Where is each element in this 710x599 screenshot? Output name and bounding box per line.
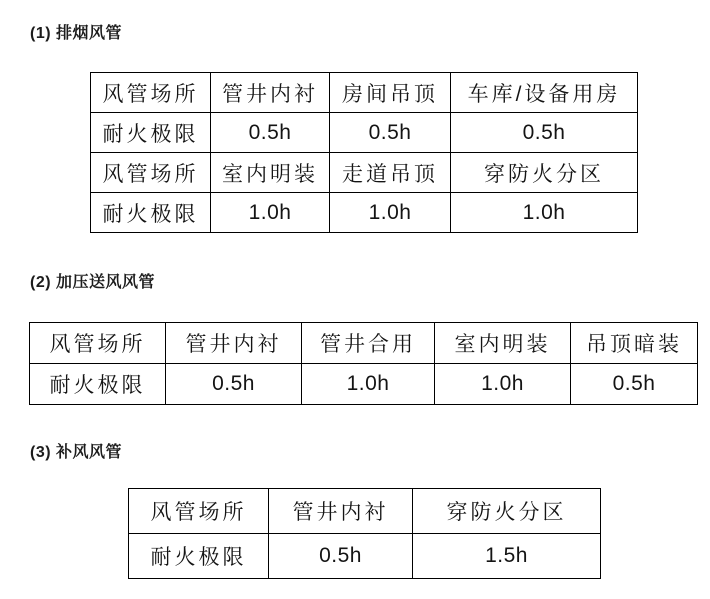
location-cell: 吊顶暗装: [571, 323, 698, 364]
location-cell: 走道吊顶: [330, 153, 451, 193]
section-heading-pressurized-supply-duct: (2) 加压送风风管: [30, 274, 156, 291]
value-cell: 0.5h: [571, 364, 698, 405]
makeup-air-duct-table: [128, 488, 601, 579]
location-cell: 车库/设备用房: [451, 73, 638, 113]
value-cell: 0.5h: [211, 113, 330, 153]
section-heading-makeup-air-duct: (3) 补风风管: [30, 444, 123, 461]
value-cell: 0.5h: [451, 113, 638, 153]
table-row: [129, 489, 601, 534]
value-cell: 1.0h: [330, 193, 451, 233]
value-cell: 1.0h: [451, 193, 638, 233]
table-row: [91, 153, 638, 193]
location-cell: 室内明装: [435, 323, 571, 364]
value-cell: 0.5h: [166, 364, 302, 405]
table-row: [30, 323, 698, 364]
row-label-cell: 耐火极限: [129, 534, 269, 579]
value-cell: 1.0h: [435, 364, 571, 405]
location-cell: 管井合用: [302, 323, 435, 364]
location-cell: 管井内衬: [166, 323, 302, 364]
table-row: [129, 534, 601, 579]
table-row: [91, 113, 638, 153]
location-cell: 房间吊顶: [330, 73, 451, 113]
table-row: [91, 193, 638, 233]
table-row: [30, 364, 698, 405]
value-cell: 1.0h: [211, 193, 330, 233]
row-label-cell: 风管场所: [129, 489, 269, 534]
row-label-cell: 耐火极限: [30, 364, 166, 405]
row-label-cell: 风管场所: [30, 323, 166, 364]
value-cell: 0.5h: [330, 113, 451, 153]
location-cell: 管井内衬: [211, 73, 330, 113]
value-cell: 0.5h: [269, 534, 413, 579]
row-label-cell: 风管场所: [91, 73, 211, 113]
row-label-cell: 耐火极限: [91, 113, 211, 153]
location-cell: 管井内衬: [269, 489, 413, 534]
section-heading-smoke-exhaust-duct: (1) 排烟风管: [30, 25, 123, 42]
location-cell: 穿防火分区: [413, 489, 601, 534]
pressurized-supply-duct-table: [29, 322, 698, 405]
smoke-exhaust-duct-table: [90, 72, 638, 233]
value-cell: 1.5h: [413, 534, 601, 579]
row-label-cell: 耐火极限: [91, 193, 211, 233]
table-row: [91, 73, 638, 113]
value-cell: 1.0h: [302, 364, 435, 405]
location-cell: 穿防火分区: [451, 153, 638, 193]
row-label-cell: 风管场所: [91, 153, 211, 193]
location-cell: 室内明装: [211, 153, 330, 193]
